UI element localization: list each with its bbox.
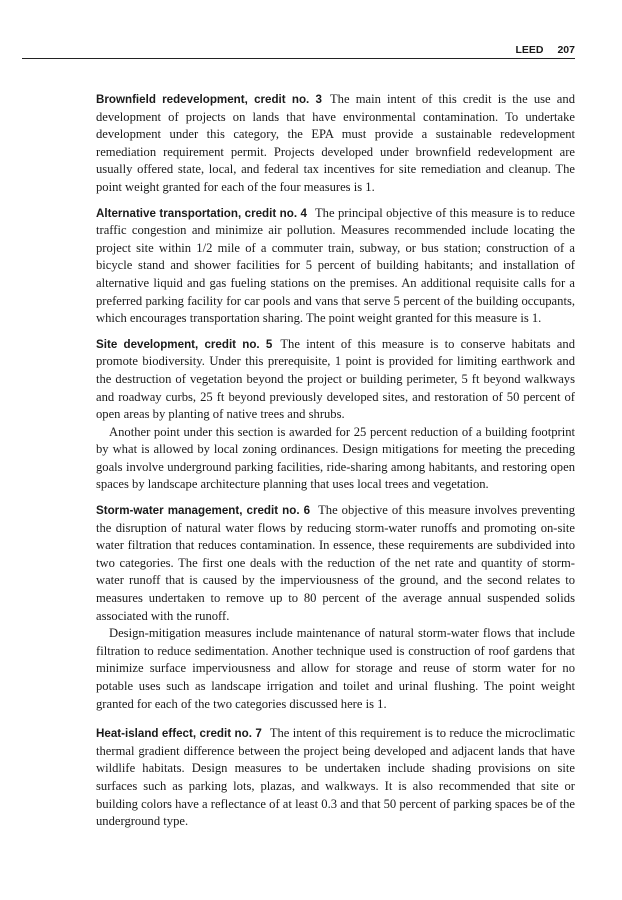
section-heading: Heat-island effect, credit no. 7 — [96, 727, 262, 741]
section-heading: Storm-water management, credit no. 6 — [96, 504, 311, 518]
paragraph-text: The main intent of this credit is the use and development of projects on lands that have environmental contamination. To undertake development under this category, the EPA must provide a sustainable redevelopment remediation requirement permit. Projects developed under brownfield redevelopment are usually offered state, local, and federal tax incentives for site remediation and cleanup. The point weight granted for each of the four measures is 1. — [96, 92, 575, 194]
running-title: LEED — [515, 44, 544, 56]
paragraph — [96, 205, 575, 328]
paragraph: Another point under this section is awarded for 25 percent reduction of a building footprint by what is allowed by local zoning ordinances. Design mitigations for meeting the preceding goals involve underground parking facilities, ride-sharing among habitants, and restoring open spaces by landscape architecture planning that uses local trees and vegetation. — [96, 424, 575, 492]
paragraph-text: The principal objective of this measure is to reduce traffic congestion and minimize air pollution. Measures recommended include locating the project site within 1/2 mile of a commuter train, subway, or bus station; construction of a bicycle stand and shower facilities for 5 percent of building habitants; and installation of alternative liquid and gas fueling stations on the premises. An additional requisite calls for a preferred parking facility for car pools and vans that serve 5 percent of the building occupants, which encourages transportation sharing. The point weight granted for this measure is 1. — [96, 205, 575, 326]
paragraph — [96, 91, 575, 197]
paragraph: Design-mitigation measures include maintenance of natural storm-water flows that include filtration to reduce sedimentation. Another technique used is construction of roof gardens that minimize surface imperviousness and allow for storage and reuse of storm water for no potable uses such as landscape irrigation and toilet and urinal flushing. The point weight granted for each of the two categories discussed here is 1. — [96, 626, 575, 711]
section-heading: Site development, credit no. 5 — [96, 337, 273, 351]
paragraph-text: The intent of this measure is to conserve habitats and promote biodiversity. Under this prerequisite, 1 point is provided for limiting earthwork and the destruction of vegetation beyond the project or building perimeter, 5 ft beyond walkways and roadway curbs, 25 ft beyond previously developed sites, and restoration of 50 percent of open areas by planting of native trees and shrubs. — [96, 336, 575, 422]
section-heading: Brownfield redevelopment, credit no. 3 — [96, 93, 322, 106]
section-heat-island-effect — [96, 725, 575, 831]
running-header — [22, 44, 575, 59]
paragraph-text: The objective of this measure involves preventing the disruption of natural water flows by reducing storm-water runoffs and promoting on-site water filtration that reduces contamination. In essence, these requirements are subdivided into two categories. The first one deals with the reduction of the net rate and quantity of storm-water runoff that is caused by the imperviousness of the ground, and the second relates to measures undertaken to remove up to 80 percent of the average annual suspended solids associated with the runoff. — [96, 503, 575, 623]
paragraph — [96, 502, 575, 625]
page-number: 207 — [557, 44, 575, 56]
section-site-development — [96, 336, 575, 494]
paragraph-text: The intent of this requirement is to reduce the microclimatic thermal gradient difference between the project being developed and adjacent lands that have wildlife habitats. Design measures to be undertaken include shading provisions on site surfaces such as parking lots, plazas, and walkways. It is also recommended that site or building colors have a reflectance of at least 0.3 and that 50 percent of parking spaces be of the underground type. — [96, 726, 575, 829]
section-brownfield-redevelopment — [96, 91, 575, 197]
paragraph — [96, 336, 575, 424]
paragraph — [96, 725, 575, 831]
section-alternative-transportation — [96, 205, 575, 328]
section-heading: Alternative transportation, credit no. 4 — [96, 206, 307, 220]
section-storm-water-management — [96, 502, 575, 713]
page-body — [96, 91, 575, 839]
